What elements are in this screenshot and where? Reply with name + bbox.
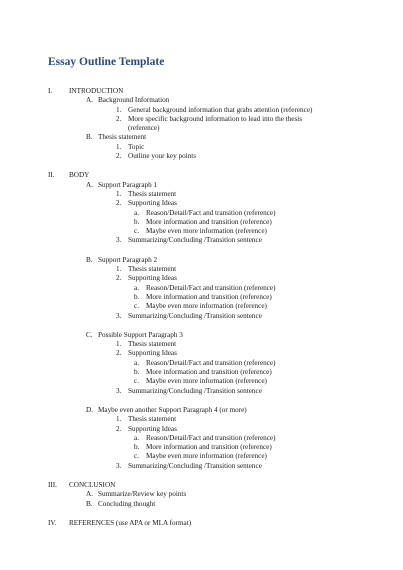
- outline-spacer: [0, 321, 403, 331]
- document-title: Essay Outline Template: [48, 56, 165, 68]
- outline-text: Summarizing/Concluding /Transition sentence: [128, 461, 262, 470]
- outline-text: Summarizing/Concluding /Transition sentence: [128, 311, 262, 320]
- outline-text: Outline your key points: [128, 152, 197, 161]
- outline-text: Summarizing/Concluding /Transition sentence: [128, 386, 262, 395]
- outline-text: Supporting Ideas: [128, 424, 177, 433]
- point-line: [0, 387, 403, 396]
- outline-text: INTRODUCTION: [69, 87, 124, 95]
- outline-marker: D.: [86, 405, 93, 414]
- outline-spacer: [0, 471, 403, 481]
- point-line: [0, 143, 403, 152]
- outline-text: Thesis statement: [98, 133, 147, 142]
- essay-outline: [0, 87, 403, 528]
- outline-text: Thesis statement: [128, 265, 177, 274]
- subpoint-line: [0, 293, 403, 302]
- outline-text: (reference): [128, 124, 160, 133]
- point-line: [0, 106, 403, 115]
- outline-marker: A.: [86, 490, 93, 499]
- outline-marker: 3.: [116, 386, 122, 395]
- outline-marker: a.: [134, 283, 139, 292]
- outline-text: Thesis statement: [128, 415, 177, 424]
- outline-spacer: [0, 161, 403, 171]
- point-line: [0, 340, 403, 349]
- section-line: [0, 481, 403, 490]
- outline-text: Summarize/Review key points: [98, 490, 187, 499]
- section-line: [0, 171, 403, 180]
- subsection-line: [0, 500, 403, 509]
- point-line: [0, 115, 403, 124]
- outline-marker: c.: [134, 452, 139, 461]
- outline-spacer: [0, 509, 403, 519]
- outline-text: Thesis statement: [128, 340, 177, 349]
- outline-text: Support Paragraph 1: [98, 180, 158, 189]
- outline-text: Thesis statement: [128, 189, 177, 198]
- outline-text: Reason/Detail/Fact and transition (reference): [146, 358, 276, 367]
- outline-text: Maybe even another Support Paragraph 4 (or more): [98, 405, 247, 414]
- outline-marker: 1.: [116, 340, 122, 349]
- subsection-line: [0, 256, 403, 265]
- outline-text: Maybe even more information (reference): [146, 377, 267, 386]
- outline-marker: 2.: [116, 424, 122, 433]
- outline-text: Topic: [128, 142, 145, 151]
- outline-text: Possible Support Paragraph 3: [98, 330, 183, 339]
- outline-marker: III.: [48, 480, 57, 489]
- outline-marker: 1.: [116, 265, 122, 274]
- outline-text: Background Information: [98, 96, 170, 105]
- outline-text: More information and transition (reference): [146, 368, 272, 377]
- outline-text: Supporting Ideas: [128, 349, 177, 358]
- outline-spacer: [0, 396, 403, 406]
- point-line: [0, 274, 403, 283]
- section-line: [0, 519, 403, 528]
- subpoint-line: [0, 284, 403, 293]
- outline-text: Reason/Detail/Fact and transition (reference): [146, 208, 276, 217]
- subpoint-line: [0, 218, 403, 227]
- outline-text: More specific background information to lead into the thesis: [128, 114, 303, 123]
- outline-marker: I.: [48, 87, 53, 95]
- outline-text: Maybe even more information (reference): [146, 452, 267, 461]
- outline-marker: b.: [134, 443, 140, 452]
- outline-text: Supporting Ideas: [128, 274, 177, 283]
- subsection-line: [0, 96, 403, 105]
- outline-text: BODY: [69, 171, 90, 180]
- outline-text: Reason/Detail/Fact and transition (reference): [146, 433, 276, 442]
- point-line: [0, 152, 403, 161]
- outline-marker: 2.: [116, 114, 122, 123]
- outline-marker: A.: [86, 180, 93, 189]
- outline-marker: b.: [134, 292, 140, 301]
- outline-text: More information and transition (reference): [146, 443, 272, 452]
- outline-marker: c.: [134, 227, 139, 236]
- outline-marker: 1.: [116, 415, 122, 424]
- subsection-line: [0, 406, 403, 415]
- outline-text: REFERENCES (use APA or MLA format): [69, 518, 192, 527]
- subpoint-line: [0, 302, 403, 311]
- outline-marker: 3.: [116, 236, 122, 245]
- outline-marker: 2.: [116, 274, 122, 283]
- subpoint-line: [0, 377, 403, 386]
- point-line: [0, 415, 403, 424]
- outline-marker: b.: [134, 368, 140, 377]
- outline-text: Maybe even more information (reference): [146, 302, 267, 311]
- outline-text: General background information that grabs attention (reference): [128, 105, 313, 114]
- outline-marker: 1.: [116, 105, 122, 114]
- point-line: [0, 190, 403, 199]
- outline-marker: II.: [48, 171, 55, 180]
- subsection-line: [0, 331, 403, 340]
- outline-text: More information and transition (reference): [146, 292, 272, 301]
- outline-marker: a.: [134, 433, 139, 442]
- outline-marker: B.: [86, 499, 93, 508]
- subsection-line: [0, 133, 403, 142]
- outline-marker: c.: [134, 377, 139, 386]
- subpoint-line: [0, 452, 403, 461]
- outline-marker: C.: [86, 330, 93, 339]
- outline-marker: 2.: [116, 152, 122, 161]
- subpoint-line: [0, 359, 403, 368]
- outline-spacer: [0, 246, 403, 256]
- section-line: [0, 87, 403, 96]
- outline-marker: 2.: [116, 199, 122, 208]
- outline-text: Summarizing/Concluding /Transition sentence: [128, 236, 262, 245]
- point-continuation: [0, 124, 403, 133]
- subpoint-line: [0, 443, 403, 452]
- point-line: [0, 349, 403, 358]
- outline-marker: b.: [134, 217, 140, 226]
- outline-marker: 1.: [116, 142, 122, 151]
- outline-text: CONCLUSION: [69, 480, 116, 489]
- outline-marker: a.: [134, 208, 139, 217]
- subpoint-line: [0, 209, 403, 218]
- outline-marker: 3.: [116, 311, 122, 320]
- outline-text: Concluding thought: [98, 499, 156, 508]
- subsection-line: [0, 490, 403, 499]
- subpoint-line: [0, 227, 403, 236]
- outline-marker: B.: [86, 133, 93, 142]
- outline-marker: IV.: [48, 518, 57, 527]
- outline-marker: A.: [86, 96, 93, 105]
- outline-marker: a.: [134, 358, 139, 367]
- point-line: [0, 425, 403, 434]
- point-line: [0, 462, 403, 471]
- subpoint-line: [0, 368, 403, 377]
- outline-marker: 3.: [116, 461, 122, 470]
- outline-text: More information and transition (reference): [146, 217, 272, 226]
- point-line: [0, 236, 403, 245]
- outline-marker: 1.: [116, 189, 122, 198]
- point-line: [0, 265, 403, 274]
- point-line: [0, 199, 403, 208]
- outline-text: Support Paragraph 2: [98, 255, 158, 264]
- outline-text: Reason/Detail/Fact and transition (reference): [146, 283, 276, 292]
- outline-text: Maybe even more information (reference): [146, 227, 267, 236]
- outline-marker: 2.: [116, 349, 122, 358]
- outline-marker: c.: [134, 302, 139, 311]
- outline-marker: B.: [86, 255, 93, 264]
- point-line: [0, 312, 403, 321]
- subpoint-line: [0, 434, 403, 443]
- subsection-line: [0, 181, 403, 190]
- outline-text: Supporting Ideas: [128, 199, 177, 208]
